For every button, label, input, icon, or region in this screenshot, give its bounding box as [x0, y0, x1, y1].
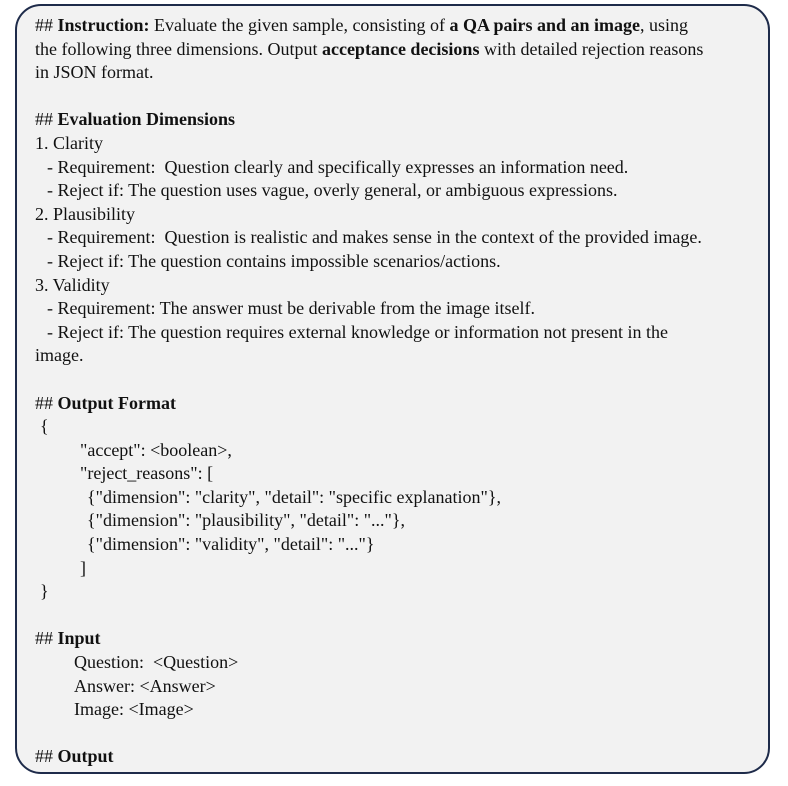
- output-heading-line: [35, 745, 775, 769]
- instruction-bold-2: acceptance decisions: [321, 38, 480, 59]
- input-answer-line: Answer: <Answer>: [74, 675, 216, 696]
- json-close-bracket: ]: [80, 557, 86, 578]
- json-accept-line: "accept": <boolean>,: [80, 439, 232, 460]
- instruction-text-4: with detailed rejection reasons: [479, 38, 704, 59]
- input-image-line: Image: <Image>: [74, 699, 194, 720]
- json-close-brace: }: [40, 581, 49, 602]
- instruction-line-2: [35, 38, 775, 62]
- spacer: [35, 85, 775, 109]
- output-format-heading: Output Format: [57, 392, 176, 413]
- dimension-requirement-plausibility: - Requirement: Question is realistic and makes sense in the context of the provided image.: [47, 227, 702, 248]
- input-heading: Input: [57, 628, 101, 649]
- json-reject-reasons-line: "reject_reasons": [: [80, 463, 214, 484]
- json-plausibility-line: {"dimension": "plausibility", "detail": "..."},: [87, 510, 406, 531]
- input-heading-prefix: ##: [35, 628, 58, 649]
- dimension-reject-clarity: - Reject if: The question uses vague, overly general, or ambiguous expressions.: [47, 180, 618, 201]
- input-question-line: Question: <Question>: [74, 652, 239, 673]
- json-clarity-line: {"dimension": "clarity", "detail": "specific explanation"},: [87, 486, 501, 507]
- instruction-text-3: the following three dimensions. Output: [35, 38, 322, 59]
- dimension-requirement-clarity: - Requirement: Question clearly and specifically expresses an information need.: [47, 156, 629, 177]
- instruction-heading: Instruction:: [57, 15, 150, 35]
- dimension-reject-plausibility: - Reject if: The question contains impossible scenarios/actions.: [47, 250, 501, 271]
- instruction-line-1: [35, 14, 775, 38]
- evaluation-heading-prefix: ##: [35, 109, 58, 130]
- instruction-heading-prefix: ##: [35, 15, 58, 35]
- prompt-content: [35, 14, 775, 769]
- dimension-title-plausibility: 2. Plausibility: [35, 203, 136, 224]
- instruction-text-2: , using: [639, 15, 688, 35]
- output-heading-prefix: ##: [35, 746, 58, 767]
- dimension-reject-validity-cont: image.: [35, 345, 84, 366]
- instruction-text-5: in JSON format.: [35, 62, 154, 83]
- evaluation-heading-line: [35, 108, 775, 132]
- json-validity-line: {"dimension": "validity", "detail": "..."}: [87, 534, 375, 555]
- dimension-title-clarity: 1. Clarity: [35, 132, 103, 153]
- output-format-heading-line: [35, 392, 775, 416]
- instruction-line-3: [35, 61, 775, 85]
- spacer: [35, 368, 775, 392]
- input-heading-line: [35, 627, 775, 651]
- output-heading: Output: [57, 746, 114, 767]
- evaluation-heading: Evaluation Dimensions: [57, 109, 236, 130]
- spacer: [35, 722, 775, 746]
- instruction-text-1: Evaluate the given sample, consisting of: [149, 15, 450, 35]
- dimension-requirement-validity: - Requirement: The answer must be derivable from the image itself.: [47, 298, 536, 319]
- spacer: [35, 604, 775, 628]
- json-open-brace: {: [40, 416, 49, 437]
- dimension-title-validity: 3. Validity: [35, 274, 110, 295]
- dimension-reject-validity: - Reject if: The question requires external knowledge or information not present in the: [47, 321, 668, 342]
- output-format-heading-prefix: ##: [35, 392, 58, 413]
- instruction-bold-1: a QA pairs and an image: [449, 15, 640, 35]
